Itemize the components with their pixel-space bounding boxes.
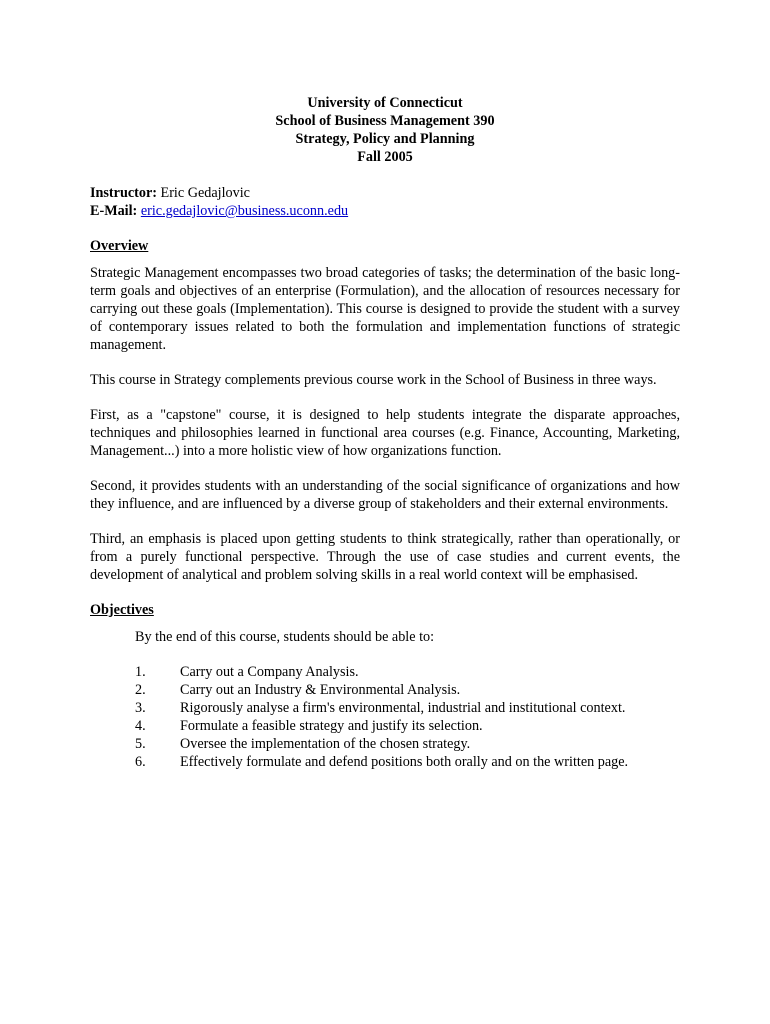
overview-paragraph-3: First, as a "capstone" course, it is designed to help students integrate the disparate approaches, techniques and philosophies learned in functional area courses (e.g. Finance, Accounting, Marketing, Management...) into a more holistic view of how organizations function.	[90, 407, 680, 459]
overview-paragraph-1: Strategic Management encompasses two broad categories of tasks; the determination of the basic long-term goals and objectives of an enterprise (Formulation), and the allocation of resources necessary for carrying out these goals (Implementation). This course is designed to provide the student with a survey of contemporary issues related to both the formulation and implementation functions of strategic management.	[90, 265, 680, 353]
objective-text: Rigorously analyse a firm's environmental, industrial and institutional context.	[180, 700, 626, 716]
instructor-name: Eric Gedajlovic	[160, 185, 250, 201]
objective-number: 3.	[135, 700, 146, 716]
objectives-list	[90, 663, 680, 771]
overview-paragraph-2: This course in Strategy complements previous course work in the School of Business in three ways.	[90, 372, 657, 388]
objective-text: Carry out a Company Analysis.	[180, 664, 359, 680]
email-link[interactable]: eric.gedajlovic@business.uconn.edu	[140, 203, 349, 219]
objective-item	[90, 717, 680, 735]
instructor-label: Instructor:	[90, 185, 157, 201]
overview-paragraph-5: Third, an emphasis is placed upon getting students to think strategically, rather than operationally, or from a purely functional perspective. Through the use of case studies and current events, the development of analytical and problem solving skills in a real world context will be emphasised.	[90, 531, 680, 583]
objectives-intro: By the end of this course, students should be able to:	[135, 629, 435, 645]
email-line	[90, 202, 680, 220]
objective-number: 4.	[135, 718, 146, 734]
objective-item	[90, 735, 680, 753]
objective-text: Formulate a feasible strategy and justify its selection.	[180, 718, 483, 734]
course-title: Strategy, Policy and Planning	[295, 131, 475, 147]
objective-item	[90, 663, 680, 681]
syllabus-page	[90, 94, 680, 771]
email-label: E-Mail:	[90, 203, 138, 219]
objective-number: 6.	[135, 754, 146, 770]
objective-item	[90, 681, 680, 699]
instructor-line	[90, 184, 680, 202]
objective-text: Carry out an Industry & Environmental Analysis.	[180, 682, 461, 698]
objective-number: 2.	[135, 682, 146, 698]
objective-item	[90, 699, 680, 717]
objective-text: Oversee the implementation of the chosen strategy.	[180, 736, 471, 752]
objective-number: 5.	[135, 736, 146, 752]
objectives-heading: Objectives	[90, 602, 154, 618]
instructor-info	[90, 184, 680, 220]
university-name: University of Connecticut	[307, 95, 463, 111]
title-block	[90, 94, 680, 166]
course-term: Fall 2005	[357, 149, 413, 165]
overview-heading: Overview	[90, 238, 149, 254]
school-course-number: School of Business Management 390	[275, 113, 495, 129]
objective-item	[90, 753, 680, 771]
objective-number: 1.	[135, 664, 146, 680]
overview-paragraph-4: Second, it provides students with an understanding of the social significance of organizations and how they influence, and are influenced by a diverse group of stakeholders and their external environments.	[90, 478, 680, 512]
objective-text: Effectively formulate and defend positions both orally and on the written page.	[180, 754, 629, 770]
